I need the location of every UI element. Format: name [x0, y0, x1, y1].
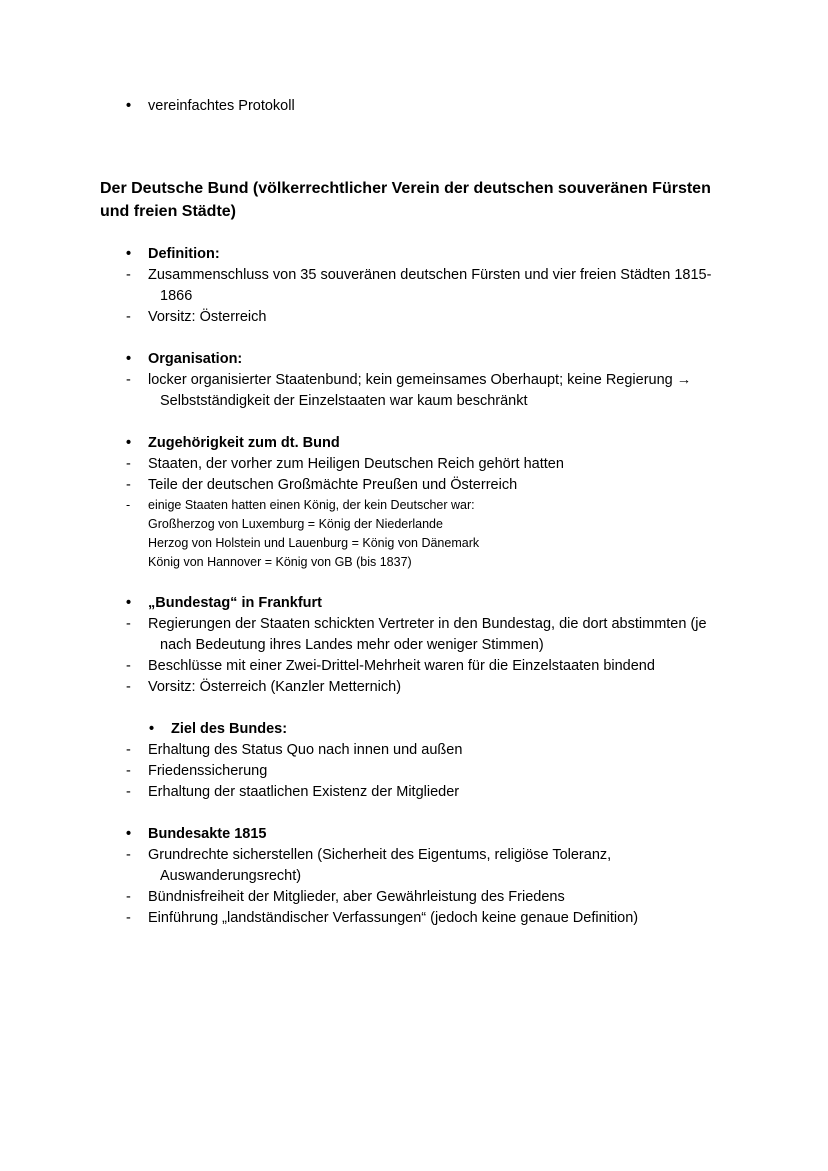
section — [100, 593, 724, 698]
list-item — [100, 761, 724, 782]
list-item-text: Friedenssicherung — [148, 763, 268, 779]
dash-marker: - — [126, 477, 131, 493]
sub-line-text: Herzog von Holstein und Lauenburg = König von Dänemark — [148, 536, 480, 550]
list-item-text: locker organisierter Staatenbund; kein gemeinsames Oberhaupt; keine Regierung → Selbstständigkeit der Einzelstaaten war kaum beschränkt — [148, 372, 692, 409]
list-item — [100, 887, 724, 908]
section-heading-row — [100, 433, 724, 454]
bullet-icon: • — [126, 435, 132, 451]
dash-marker: - — [126, 456, 131, 472]
list-item — [100, 908, 724, 929]
list-item — [100, 782, 724, 803]
section-heading: Bundesakte 1815 — [148, 826, 267, 842]
section-heading-row — [100, 824, 724, 845]
section-heading: Organisation: — [148, 351, 243, 367]
dash-marker: - — [126, 847, 131, 863]
dash-marker: - — [126, 679, 131, 695]
section-heading-row — [100, 593, 724, 614]
list-item-text: Erhaltung der staatlichen Existenz der Mitglieder — [148, 784, 460, 800]
dash-marker: - — [126, 616, 131, 632]
dash-marker: - — [126, 742, 131, 758]
dash-marker: - — [126, 658, 131, 674]
section-heading: Zugehörigkeit zum dt. Bund — [148, 435, 340, 451]
page-title: Der Deutsche Bund (völkerrechtlicher Verein der deutschen souveränen Fürsten und freien Städte) — [100, 180, 711, 220]
bullet-icon: • — [126, 826, 132, 842]
dash-marker: - — [126, 784, 131, 800]
section — [100, 433, 724, 572]
sub-line-text: Großherzog von Luxemburg = König der Niederlande — [148, 517, 443, 531]
list-item — [100, 307, 724, 328]
list-item-text: Bündnisfreiheit der Mitglieder, aber Gewährleistung des Friedens — [148, 889, 565, 905]
dash-marker: - — [126, 889, 131, 905]
list-item-text: Vorsitz: Österreich — [148, 309, 267, 325]
list-item — [100, 475, 724, 496]
list-item-text: Teile der deutschen Großmächte Preußen und Österreich — [148, 477, 518, 493]
section-heading: Ziel des Bundes: — [171, 721, 288, 737]
sub-line-text: König von Hannover = König von GB (bis 1837) — [148, 555, 412, 569]
sub-line — [100, 515, 724, 534]
list-item-text: einige Staaten hatten einen König, der kein Deutscher war: — [148, 498, 475, 512]
intro-bullet-item — [100, 96, 724, 117]
list-item-text: Grundrechte sicherstellen (Sicherheit des Eigentums, religiöse Toleranz, Auswanderungsrecht) — [148, 847, 612, 884]
sub-line — [100, 534, 724, 553]
dash-marker: - — [126, 309, 131, 325]
section-heading: Definition: — [148, 246, 220, 262]
intro-text: vereinfachtes Protokoll — [148, 98, 295, 114]
list-item — [100, 845, 724, 887]
list-item-text: Zusammenschluss von 35 souveränen deutschen Fürsten und vier freien Städten 1815-1866 — [148, 267, 712, 304]
list-item — [100, 614, 724, 656]
list-item-text: Einführung „landständischer Verfassungen“ (jedoch keine genaue Definition) — [148, 910, 639, 926]
sections-container — [100, 244, 724, 929]
bullet-icon: • — [126, 98, 132, 114]
sub-line — [100, 553, 724, 572]
list-item-text: Vorsitz: Österreich (Kanzler Metternich) — [148, 679, 402, 695]
list-item — [100, 740, 724, 761]
list-item — [100, 265, 724, 307]
section-heading-row — [100, 349, 724, 370]
bullet-icon: • — [126, 595, 132, 611]
list-item-text: Staaten, der vorher zum Heiligen Deutschen Reich gehört hatten — [148, 456, 564, 472]
dash-marker: - — [126, 372, 131, 388]
dash-marker: - — [126, 910, 131, 926]
list-item-text: Regierungen der Staaten schickten Vertreter in den Bundestag, die dort abstimmten (je nach Bedeutung ihres Landes mehr oder weniger Stimmen) — [148, 616, 707, 653]
section-heading: „Bundestag“ in Frankfurt — [148, 595, 323, 611]
dash-marker: - — [126, 763, 131, 779]
section-heading-row — [100, 719, 724, 740]
list-item — [100, 677, 724, 698]
bullet-icon: • — [126, 246, 132, 262]
list-item — [100, 496, 724, 515]
list-item-text: Erhaltung des Status Quo nach innen und außen — [148, 742, 463, 758]
dash-marker: - — [126, 498, 131, 512]
list-item-text: Beschlüsse mit einer Zwei-Drittel-Mehrheit waren für die Einzelstaaten bindend — [148, 658, 655, 674]
section — [100, 824, 724, 929]
section — [100, 349, 724, 412]
section — [100, 719, 724, 803]
bullet-icon: • — [149, 721, 155, 737]
list-item — [100, 370, 724, 412]
list-item — [100, 656, 724, 677]
dash-marker: - — [126, 267, 131, 283]
section-heading-row — [100, 244, 724, 265]
list-item — [100, 454, 724, 475]
bullet-icon: • — [126, 351, 132, 367]
section — [100, 244, 724, 328]
